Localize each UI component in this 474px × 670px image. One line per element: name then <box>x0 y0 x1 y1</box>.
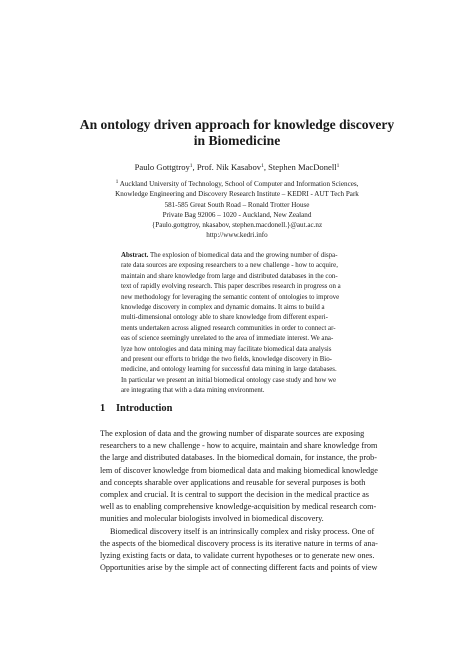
section-heading <box>100 403 172 415</box>
abstract-line: maintain and share knowledge from large and distributed databases in the con- <box>121 272 338 280</box>
abstract-line: In particular we present an initial biomedical ontology case study and how we <box>121 376 337 384</box>
section-number: 1 <box>100 403 106 414</box>
body-line: Opportunities arise by the simple act of connecting different facts and points of view <box>100 563 378 573</box>
title-line: in Biomedicine <box>193 133 281 148</box>
abstract-line: Abstract. The explosion of biomedical data and the growing number of dispa- <box>121 252 338 259</box>
affiliation-email: {Paulo.gottgtroy, nkasabov, stephen.macdonell.}@aut.ac.nz <box>151 221 323 230</box>
author-name: , Prof. Nik Kasabov <box>192 162 262 172</box>
abstract-label: Abstract. <box>121 252 149 259</box>
affiliation-marker: 1 <box>261 163 264 169</box>
abstract <box>121 251 357 397</box>
body-text <box>100 428 376 574</box>
affiliation-block <box>60 179 414 241</box>
affiliation-line: Private Bag 92006 – 1020 - Auckland, New Zealand <box>162 210 312 219</box>
body-line: munities and molecular biologists involved in biomedical discovery. <box>100 514 324 524</box>
body-line: complex and crucial. It is central to support the decision in the medical practice as <box>100 490 369 500</box>
body-line: lem of discover knowledge from biomedical data and making biomedical knowledge <box>100 465 378 475</box>
body-line: Biomedical discovery itself is an intrinsically complex and risky process. One of <box>110 526 375 536</box>
section-title: Introduction <box>116 403 173 414</box>
body-line: the aspects of the biomedical discovery process is its iterative nature in terms of ana- <box>100 538 378 548</box>
author-list <box>60 162 414 173</box>
abstract-line: rate data sources are exposing researchers to a new challenge - how to acquire, <box>121 262 338 270</box>
affiliation-line: $^1$ Auckland University of Technology, School of Computer and Information Sciences, <box>115 179 359 188</box>
body-line: and concepts sharable over applications and reusable for several purposes is both <box>100 477 366 487</box>
affiliation-marker: 1 <box>336 163 340 169</box>
affiliation-line: 581-585 Great South Road – Ronald Trotter House <box>164 200 310 209</box>
abstract-line: eas of science seemingly unrelated to the area of immediate interest. We ana- <box>121 335 334 343</box>
abstract-line: knowledge discovery in complex and dynamic domains. It aims to build a <box>121 304 325 312</box>
author-name: , Stephen MacDonell <box>263 162 337 172</box>
body-line: lyzing existing facts or data, to validate current hypotheses or to generate new ones. <box>100 551 375 561</box>
body-line: well as to enabling comprehensive knowledge-acquisition by medical research com- <box>100 502 377 512</box>
abstract-line: and present our efforts to bridge the two fields, knowledge discovery in Bio- <box>121 356 332 364</box>
abstract-line: lyze how ontologies and data mining may facilitate biomedical data analysis <box>121 345 332 353</box>
abstract-line: are integrating that with a data mining environment. <box>121 387 265 395</box>
author-name: Paulo Gottgtroy <box>134 162 190 172</box>
abstract-line: multi-dimensional ontology able to share knowledge from different experi- <box>121 314 328 322</box>
body-line: researchers to a new challenge - how to acquire, maintain and share knowledge from <box>100 441 378 451</box>
body-line: the large and distributed databases. In the biomedical domain, for instance, the prob- <box>100 453 377 463</box>
affiliation-url: http://www.kedri.info <box>206 231 268 240</box>
affiliation-marker: 1 <box>189 163 193 169</box>
abstract-line: ments undertaken across aligned research communities in order to connect ar- <box>121 324 336 332</box>
abstract-line: medicine, and ontology learning for successful data mining in large databases. <box>121 366 337 374</box>
abstract-line: text of rapidly evolving research. This paper describes research in progress on a <box>121 283 341 291</box>
affiliation-marker: 1 <box>115 179 119 185</box>
body-line: The explosion of data and the growing number of disparate sources are exposing <box>100 429 365 438</box>
title-line: An ontology driven approach for knowledge discovery <box>79 117 395 132</box>
affiliation-line: Knowledge Engineering and Discovery Research Institute – KEDRI - AUT Tech Park <box>115 190 359 199</box>
abstract-line: new methodology for leveraging the semantic content of ontologies to improve <box>121 293 340 301</box>
paper-title <box>60 117 414 149</box>
